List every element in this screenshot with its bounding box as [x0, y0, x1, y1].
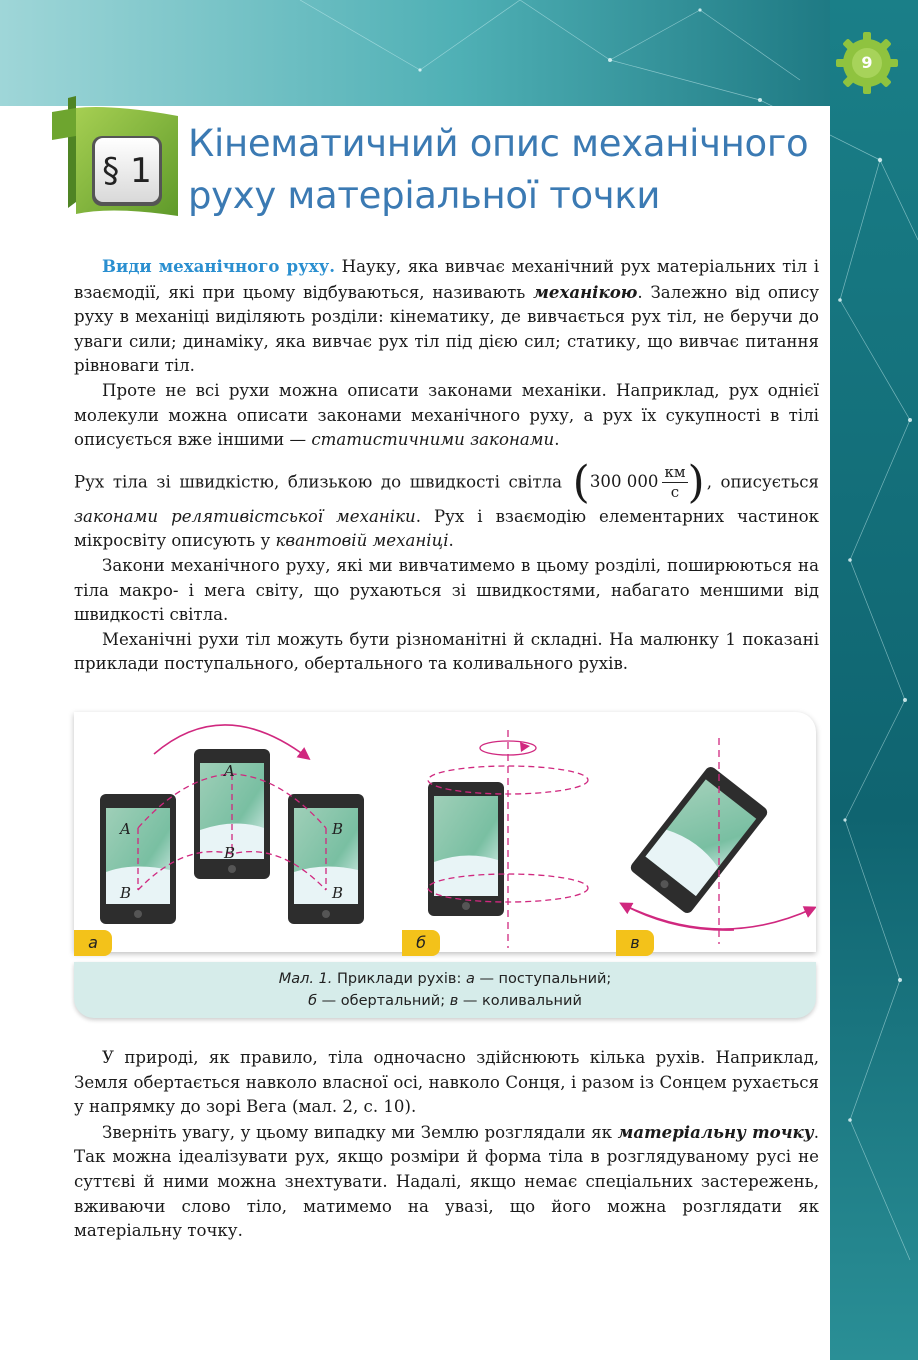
- paragraph-text: Рух тіла зі швидкістю, близькою до швидкості світла: [74, 472, 571, 492]
- term: механікою: [533, 281, 638, 302]
- paragraph-4: Закони механічного руху, які ми вивчатимемо в цьому розділі, поширюються на тіла макро- і мега світу, що рухаються зі швидкостями, набагато меншими від швидкості світла.: [74, 555, 819, 625]
- page-number-badge: [832, 28, 902, 98]
- paragraph-text: . Так можна ідеалізувати рух, якщо розміри й форма тіла в розглядуваному русі не суттєві й ними можна знехтувати. Надалі, якщо немає спеціальних застережень, вживаючи слово тіло, матимемо на увазі, що його можна розглядати як матеріальну точку.: [74, 1122, 819, 1241]
- caption-line-2: [74, 990, 816, 1012]
- body-text-bottom: [74, 1046, 819, 1244]
- paragraph-text: . Рух і взаємодію елементарних частинок мікросвіту описують у: [74, 506, 819, 551]
- paragraph-7: [74, 1120, 819, 1244]
- figure-motion-types: [74, 712, 816, 952]
- paragraph-text: .: [448, 531, 454, 551]
- caption-letter: в: [449, 993, 459, 1009]
- caption-line-1: [74, 968, 816, 990]
- paragraph-5: Механічні рухи тіл можуть бути різноманітні й складні. На малюнку 1 показані приклади поступального, обертального та коливального рухів.: [74, 629, 819, 674]
- point-b-left: B: [120, 884, 132, 902]
- figure-label-a: а: [74, 930, 112, 956]
- paragraph-3: [74, 456, 819, 554]
- page-number: 9: [861, 53, 873, 72]
- body-text-top: [74, 254, 819, 677]
- speed-value: 300 000: [589, 472, 659, 492]
- unit-numerator: км: [664, 463, 686, 482]
- term: законами релятивістської механіки: [74, 506, 416, 526]
- paragraph-2: [74, 379, 819, 453]
- paragraph-text: , описується: [706, 472, 819, 492]
- section-number: § 1: [102, 151, 152, 191]
- figure-label-c: в: [616, 930, 654, 956]
- point-a-left: A: [120, 820, 131, 838]
- speed-formula: ( 300 000 км с ): [572, 456, 705, 508]
- paragraph-text: Проте не всі рухи можна описати законами механіки. Наприклад, рух однієї молекули можна описати законами механічного руху, а рух їх сукупності в тілі описується вже іншими —: [74, 380, 819, 450]
- term: матеріальну точку: [617, 1121, 814, 1142]
- paragraph-text: . Залежно від опису руху в механіці виділяють розділи: кінематику, де вивчається рух тіл, не беручи до уваги сили; динаміку, яка вивчає рух тіл під дією сил; статику, що вивчає питання рівноваги тіл.: [74, 282, 819, 376]
- figure-caption: [74, 962, 816, 1018]
- figure-illustration: [74, 712, 816, 952]
- paragraph-6: У природі, як правило, тіла одночасно здійснюють кілька рухів. Наприклад, Земля обертається навколо власної осі, навколо Сонця, і разом із Сонцем рухається у напрямку до зорі Вега (мал. 2, с. 10).: [74, 1048, 819, 1117]
- term: статистичними законами: [311, 430, 555, 450]
- paragraph-1: [74, 254, 819, 379]
- point-b-right-top: B: [332, 820, 344, 838]
- caption-letter: а: [465, 971, 475, 987]
- caption-text: Приклади рухів:: [332, 971, 466, 987]
- subheading: Види механічного руху.: [102, 256, 336, 276]
- paragraph-text: Науку, яка вивчає механічний рух матеріальних тіл і взаємодії, які при цьому відбуваються, називають: [74, 257, 819, 302]
- point-a-middle: A: [224, 762, 235, 780]
- caption-number: Мал. 1.: [278, 971, 333, 987]
- caption-text: — коливальний: [458, 993, 582, 1009]
- phone-b: [428, 782, 504, 916]
- caption-text: — обертальний;: [317, 993, 450, 1009]
- caption-text: — поступальний;: [474, 971, 612, 987]
- page-title: Кінематичний опис механічного руху матеріальної точки: [188, 122, 809, 217]
- point-b-right: B: [332, 884, 344, 902]
- term: квантовій механіці: [275, 531, 449, 551]
- phone-c: [628, 765, 769, 916]
- figure-label-b: б: [402, 930, 440, 956]
- point-b-middle: B: [224, 844, 236, 862]
- paragraph-text: Зверніть увагу, у цьому випадку ми Землю розглядали як: [102, 1122, 618, 1142]
- caption-letter: б: [308, 993, 318, 1009]
- unit-denominator: с: [670, 483, 680, 502]
- paragraph-text: .: [554, 430, 560, 450]
